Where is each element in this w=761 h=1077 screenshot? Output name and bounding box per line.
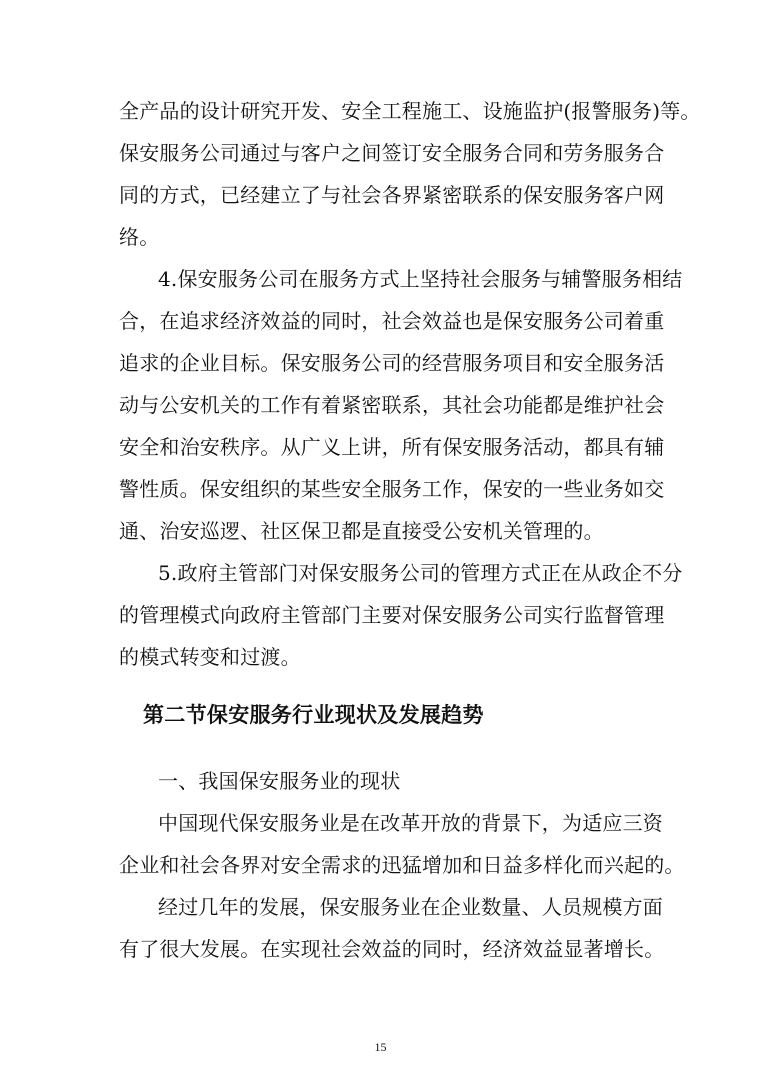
text-line: 全产品的设计研究开发、安全工程施工、设施监护(报警服务)等。 [119, 99, 701, 123]
text-line: 合，在追求经济效益的同时，社会效益也是保安服务公司着重 [119, 309, 665, 333]
text-line: 4.保安服务公司在服务方式上坚持社会服务与辅警服务相结 [158, 267, 683, 291]
section-heading: 第二节保安服务行业现状及发展趋势 [143, 702, 484, 727]
text-line: 保安服务公司通过与客户之间签订安全服务合同和劳务服务合 [119, 141, 665, 165]
page-number: 15 [374, 1040, 387, 1054]
text-line: 的模式转变和过渡。 [119, 645, 301, 669]
text-line: 追求的企业目标。保安服务公司的经营服务项目和安全服务活 [119, 351, 665, 375]
text-line: 安全和治安秩序。从广义上讲，所有保安服务活动，都具有辅 [119, 435, 665, 459]
text-line: 同的方式，已经建立了与社会各界紧密联系的保安服务客户网 [119, 183, 665, 207]
text-line: 的管理模式向政府主管部门主要对保安服务公司实行监督管理 [119, 603, 665, 627]
text-line: 5.政府主管部门对保安服务公司的管理方式正在从政企不分 [158, 561, 683, 585]
text-line: 经过几年的发展，保安服务业在企业数量、人员规模方面 [158, 895, 663, 919]
text-line: 动与公安机关的工作有着紧密联系，其社会功能都是维护社会 [119, 393, 665, 417]
subheading: 一、我国保安服务业的现状 [158, 769, 401, 793]
text-line: 企业和社会各界对安全需求的迅猛增加和日益多样化而兴起的。 [119, 853, 685, 877]
text-line: 警性质。保安组织的某些安全服务工作，保安的一些业务如交 [119, 477, 665, 501]
text-line: 络。 [119, 225, 160, 249]
text-line: 有了很大发展。在实现社会效益的同时，经济效益显著增长。 [119, 937, 665, 961]
text-line: 通、治安巡逻、社区保卫都是直接受公安机关管理的。 [119, 519, 604, 543]
text-line: 中国现代保安服务业是在改革开放的背景下，为适应三资 [158, 811, 663, 835]
